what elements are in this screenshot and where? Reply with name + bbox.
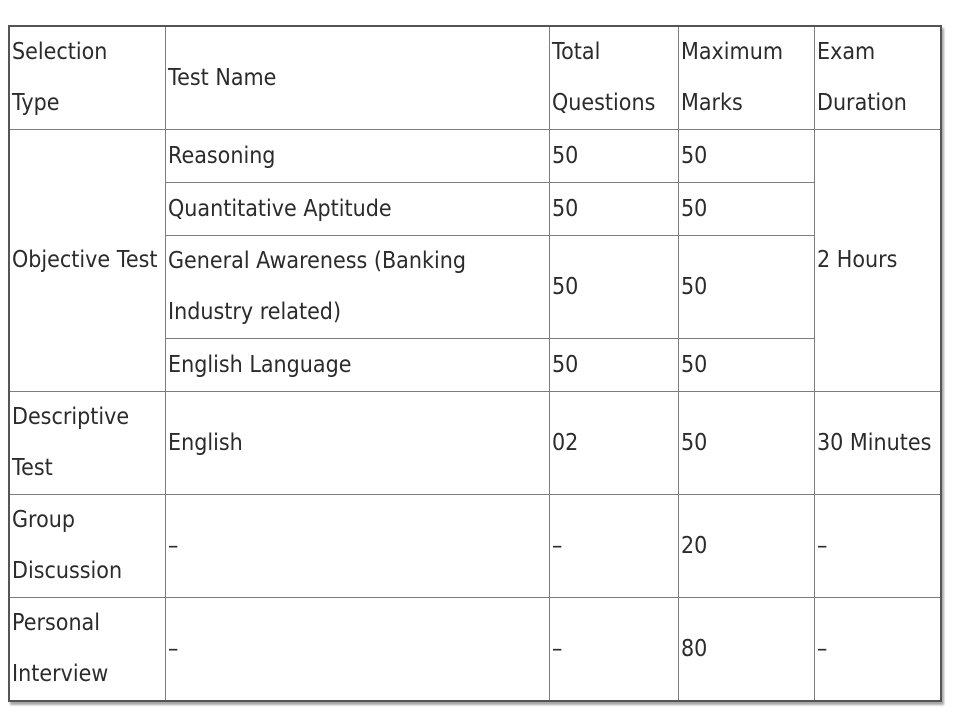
test-name-cell: Quantitative Aptitude [165,183,549,236]
header-test-name: Test Name [165,26,549,130]
table-row [9,598,941,702]
duration-cell: 2 Hours [814,130,941,392]
header-maximum-marks: Maximum Marks [678,26,814,130]
questions-cell: – [549,598,678,702]
selection-type-cell: Objective Test [9,130,165,392]
test-name-cell: English [165,392,549,495]
selection-type-cell: Descriptive Test [9,392,165,495]
duration-cell: 30 Minutes [814,392,941,495]
duration-cell: – [814,495,941,598]
marks-cell: 50 [678,130,814,183]
header-exam-duration: Exam Duration [814,26,941,130]
questions-cell: 50 [549,236,678,339]
marks-cell: 50 [678,339,814,392]
questions-cell: 50 [549,183,678,236]
test-name-cell: General Awareness (Banking Industry related) [165,236,549,339]
header-selection-type: Selection Type [9,26,165,130]
duration-cell: – [814,598,941,702]
marks-cell: 20 [678,495,814,598]
questions-cell: 02 [549,392,678,495]
exam-pattern-table [8,25,942,702]
table-row [9,495,941,598]
table-row [9,392,941,495]
marks-cell: 50 [678,236,814,339]
test-name-cell: – [165,495,549,598]
selection-type-cell: Group Discussion [9,495,165,598]
test-name-cell: – [165,598,549,702]
header-total-questions: Total Questions [549,26,678,130]
test-name-cell: English Language [165,339,549,392]
questions-cell: 50 [549,339,678,392]
marks-cell: 50 [678,183,814,236]
marks-cell: 50 [678,392,814,495]
selection-type-cell: Personal Interview [9,598,165,702]
marks-cell: 80 [678,598,814,702]
questions-cell: – [549,495,678,598]
questions-cell: 50 [549,130,678,183]
header-row [9,26,941,130]
test-name-cell: Reasoning [165,130,549,183]
table-row [9,130,941,183]
